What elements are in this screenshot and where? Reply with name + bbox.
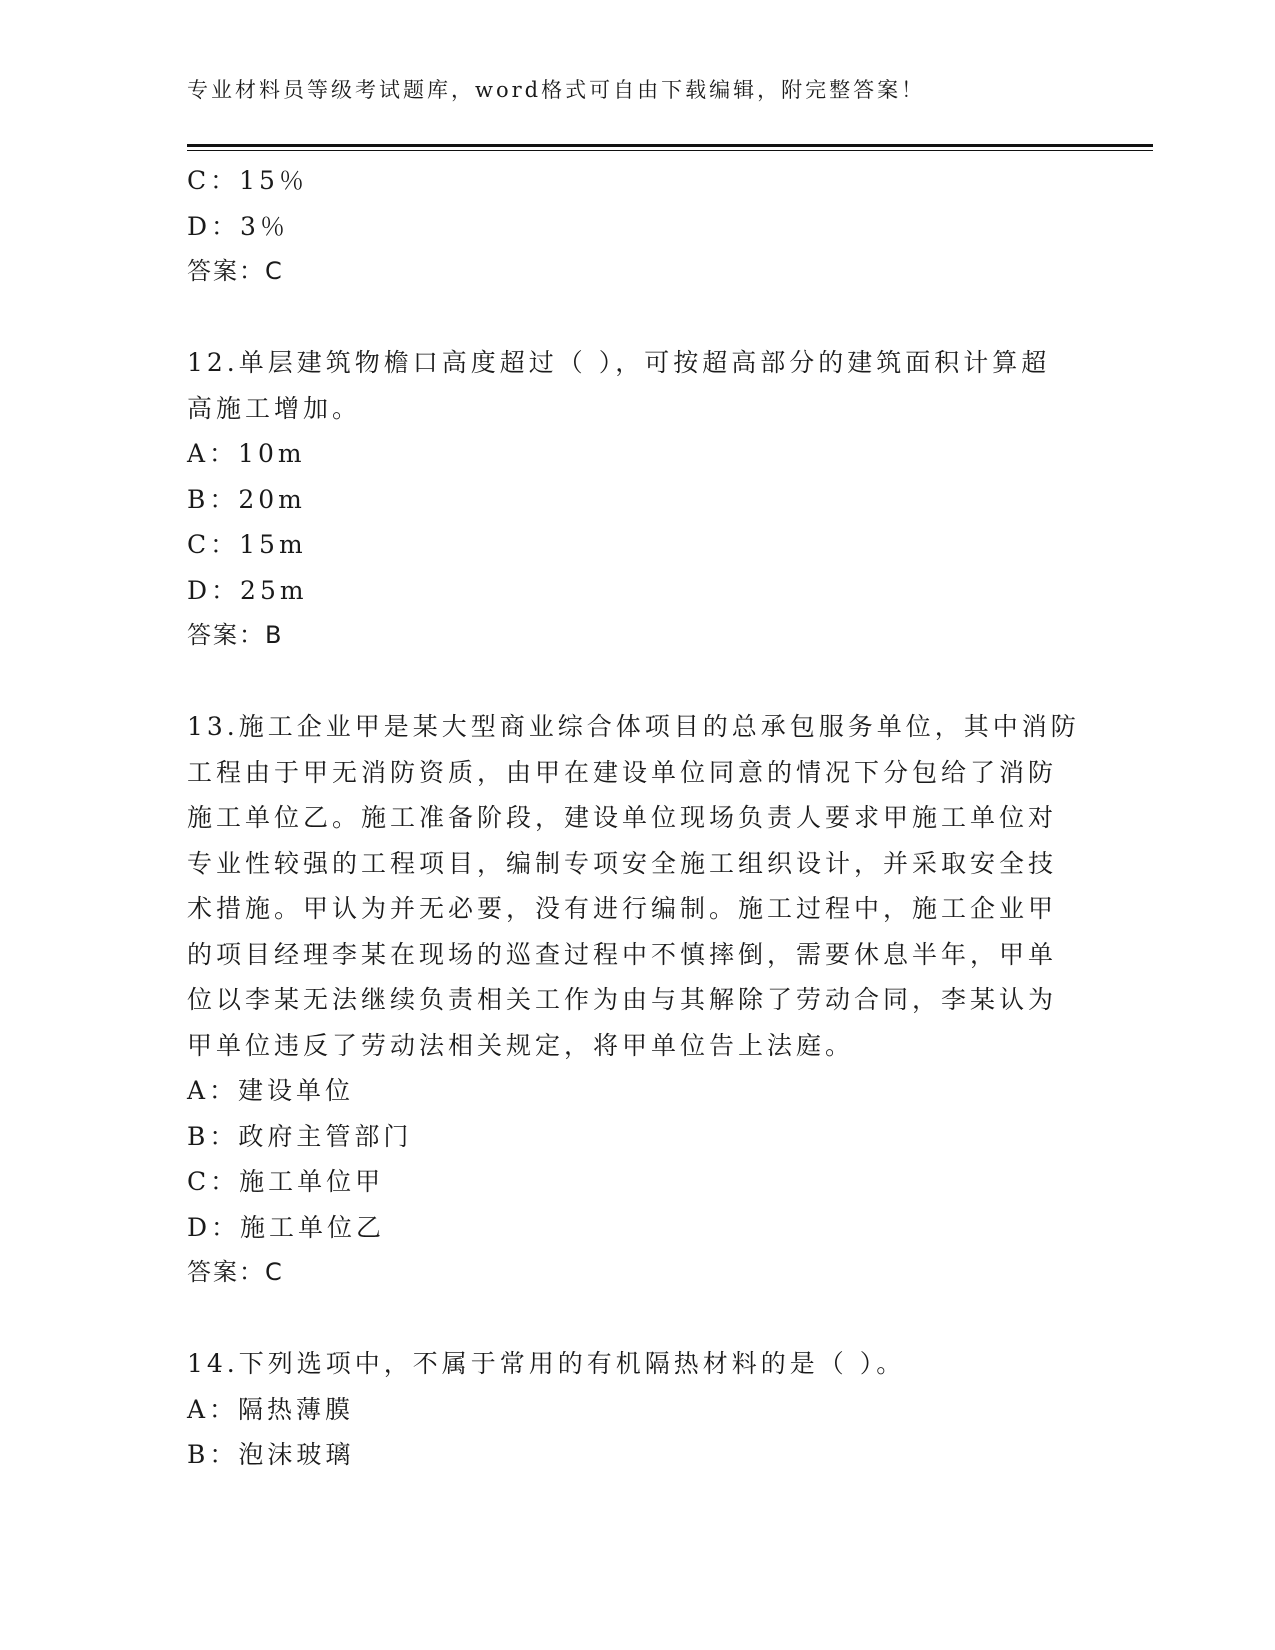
question-content — [187, 158, 1087, 1478]
q11-option-c: C：15％ — [187, 166, 308, 195]
q14-option-a: A：隔热薄膜 — [187, 1394, 355, 1424]
q13-stem-line-7: 位以李某无法继续负责相关工作为由与其解除了劳动合同，李某认为 — [187, 985, 1058, 1014]
q12-option-c: C：15m — [187, 530, 307, 559]
q13-stem-line-3: 施工单位乙。施工准备阶段，建设单位现场负责人要求甲施工单位对 — [187, 803, 1058, 832]
q12-stem-line-1: 12.单层建筑物檐口高度超过（ ），可按超高部分的建筑面积计算超 — [187, 348, 1051, 377]
q13-answer: 答案：C — [187, 1258, 284, 1286]
spacer — [187, 295, 1087, 341]
header-rule-thick — [187, 144, 1153, 147]
spacer — [187, 659, 1087, 705]
page-header: 专业材料员等级考试题库，word格式可自由下载编辑，附完整答案！ — [187, 78, 926, 102]
spacer — [187, 1296, 1087, 1342]
q12-answer: 答案：B — [187, 621, 284, 649]
q13-stem-line-8: 甲单位违反了劳动法相关规定，将甲单位告上法庭。 — [187, 1030, 855, 1060]
q13-option-d: D：施工单位乙 — [187, 1212, 386, 1242]
q14-stem-line-1: 14.下列选项中，不属于常用的有机隔热材料的是（ ）。 — [187, 1349, 906, 1378]
q13-stem-line-6: 的项目经理李某在现场的巡查过程中不慎摔倒，需要休息半年，甲单 — [187, 939, 1058, 969]
q11-answer: 答案：C — [187, 257, 284, 285]
q13-stem-line-4: 专业性较强的工程项目，编制专项安全施工组织设计，并采取安全技 — [187, 848, 1058, 878]
q12-stem-line-2: 高施工增加。 — [187, 393, 362, 423]
q13-option-c: C：施工单位甲 — [187, 1167, 385, 1196]
q13-option-a: A：建设单位 — [187, 1076, 355, 1105]
q13-option-b: B：政府主管部门 — [187, 1121, 413, 1151]
q14-option-b: B：泡沫玻璃 — [187, 1440, 355, 1469]
q12-option-a: A：10m — [187, 439, 306, 468]
q13-stem-line-1: 13.施工企业甲是某大型商业综合体项目的总承包服务单位，其中消防 — [187, 712, 1080, 741]
header-rule-thin — [187, 150, 1153, 151]
q13-stem-line-2: 工程由于甲无消防资质，由甲在建设单位同意的情况下分包给了消防 — [187, 757, 1058, 787]
q12-option-b: B：20m — [187, 484, 306, 514]
q12-option-d: D：25m — [187, 575, 308, 605]
q13-stem-line-5: 术措施。甲认为并无必要，没有进行编制。施工过程中，施工企业甲 — [187, 894, 1058, 923]
q11-option-d: D：3％ — [187, 211, 289, 241]
